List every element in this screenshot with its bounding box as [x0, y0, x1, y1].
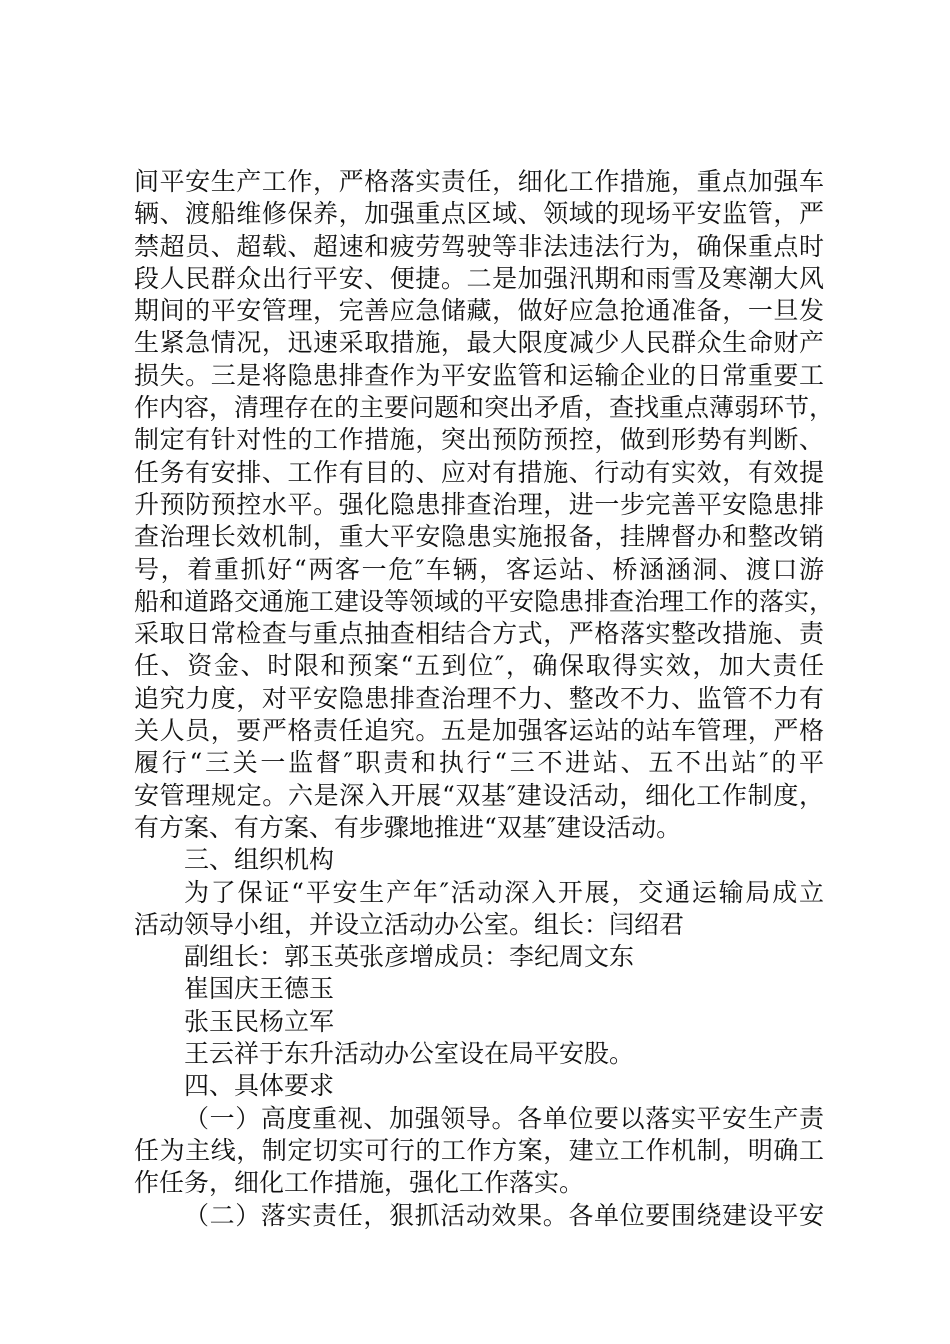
text-line: 作内容，清理存在的主要问题和突出矛盾，查找重点薄弱环节， — [134, 393, 835, 423]
text-line: 任、资金、时限和预案“五到位″，确保取得实效，加大责任 — [134, 651, 824, 681]
text-line: 任务有安排、工作有目的、应对有措施、行动有实效，有效提 — [134, 457, 824, 487]
text-line: 履行“三关一监督″职责和执行“三不进站、五不出站″的平 — [134, 748, 824, 778]
text-line: 制定有针对性的工作措施，突出预防预控，做到形势有判断、 — [134, 425, 824, 455]
text-line: 活动领导小组，并设立活动办公室。组长：闫绍君 — [134, 909, 685, 939]
text-line: 号，着重抓好“两客一危″车辆，客运站、桥涵涵洞、渡口游 — [134, 554, 824, 584]
text-line: 船和道路交通施工建设等领域的平安隐患排查治理工作的落实， — [134, 586, 835, 616]
text-line: 段人民群众出行平安、便捷。二是加强汛期和雨雪及寒潮大风 — [134, 263, 824, 293]
text-line: 有方案、有方案、有步骤地推进“双基″建设活动。 — [134, 812, 682, 842]
text-line: 王云祥于东升活动办公室设在局平安股。 — [184, 1039, 635, 1069]
text-line: （二）落实责任，狠抓活动效果。各单位要围绕建设平安 — [184, 1200, 824, 1230]
text-line: 关人员，要严格责任追究。五是加强客运站的站车管理，严格 — [134, 716, 824, 746]
text-line: 作任务，细化工作措施，强化工作落实。 — [134, 1168, 585, 1198]
text-line: 为了保证“平安生产年″活动深入开展，交通运输局成立 — [184, 877, 824, 907]
text-line: 禁超员、超载、超速和疲劳驾驶等非法违法行为，确保重点时 — [134, 231, 824, 261]
text-line: 采取日常检查与重点抽查相结合方式，严格落实整改措施、责 — [134, 619, 824, 649]
text-line: 升预防预控水平。强化隐患排查治理，进一步完善平安隐患排 — [134, 489, 824, 519]
text-line: 四、具体要求 — [184, 1071, 335, 1101]
text-line: 生紧急情况，迅速采取措施，最大限度减少人民群众生命财产 — [134, 328, 824, 358]
text-line: （一）高度重视、加强领导。各单位要以落实平安生产责 — [184, 1103, 824, 1133]
text-line: 追究力度，对平安隐患排查治理不力、整改不力、监管不力有 — [134, 683, 824, 713]
text-line: 副组长：郭玉英张彦增成员：李纪周文东 — [184, 942, 635, 972]
text-line: 期间的平安管理，完善应急储藏，做好应急抢通准备，一旦发 — [134, 296, 824, 326]
text-line: 安管理规定。六是深入开展“双基″建设活动，细化工作制度， — [134, 780, 824, 810]
text-line: 辆、渡船维修保养，加强重点区域、领域的现场平安监管，严 — [134, 199, 824, 229]
text-line: 间平安生产工作，严格落实责任，细化工作措施，重点加强车 — [134, 167, 824, 196]
text-line: 任为主线，制定切实可行的工作方案，建立工作机制，明确工 — [134, 1135, 824, 1165]
text-line: 损失。三是将隐患排查作为平安监管和运输企业的日常重要工 — [134, 360, 824, 390]
text-line: 崔国庆王德玉 — [184, 974, 335, 1004]
text-line: 张玉民杨立军 — [184, 1006, 335, 1036]
text-line: 查治理长效机制，重大平安隐患实施报备，挂牌督办和整改销 — [134, 522, 824, 552]
document-page — [134, 166, 835, 1232]
text-line: 三、组织机构 — [184, 845, 335, 875]
